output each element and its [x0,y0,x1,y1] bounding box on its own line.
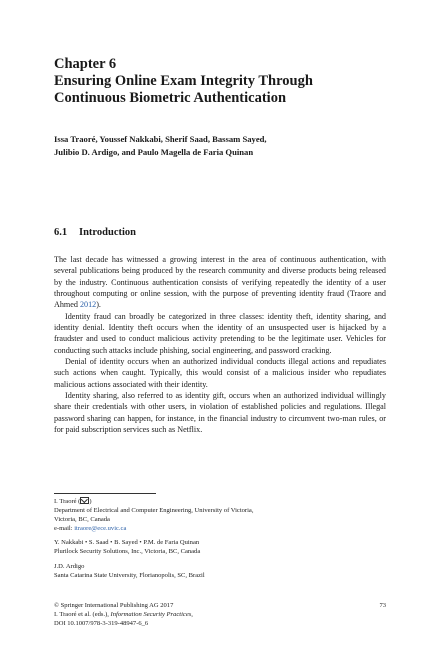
copyright-text: © Springer International Publishing AG 2017 [54,602,174,609]
footnote-coauthors [54,538,386,556]
page-number: 73 [379,602,386,609]
paragraph-1 [54,254,386,311]
ardigo-affiliation: Santa Catarina State University, Florianopolis, SC, Brazil [54,571,205,579]
ardigo-name: J.D. Ardigo [54,562,85,570]
chapter-title-line2: Continuous Biometric Authentication [54,90,287,106]
citation-link[interactable]: 2012 [79,300,97,310]
corresponding-author-end: ) [89,498,92,505]
email-link[interactable]: itraore@ece.uvic.ca [74,525,127,533]
paragraph-3: Denial of identity occurs when an authorized individual conducts illegal actions and repudiates such actions when caught. Typically, this would consist of a malicious insider who repudiates malicious actions associated with their identity. [54,357,386,389]
affiliation-dept: Department of Electrical and Computer Engineering, University of Victoria, [54,507,254,515]
footnotes [54,493,386,585]
section-title: Introduction [79,227,136,238]
chapter-label: Chapter 6 [54,56,117,72]
paragraph-2: Identity fraud can broadly be categorized in three classes: identity theft, identity sharing, and identity denial. Identity theft occurs when the identity of an unsuspected user is hijacked by a fraudster and used to conduct malicious activity pretending to be the legitimate user. Vehicles for conducting such attacks include phishing, social engineering, and password cracking. [54,311,386,355]
email-label: e-mail: [54,525,75,533]
section-heading [54,226,386,239]
page-footer [54,601,386,628]
section-number: 6.1 [54,227,68,238]
author-line2: Julibio D. Ardigo, and Paulo Magella de Faria Quinan [54,146,254,157]
corresponding-author-line [54,497,386,506]
author-line1: Issa Traoré, Youssef Nakkabi, Sherif Saad, Bassam Sayed, [54,134,267,144]
body-text [54,254,386,436]
coauthor-affiliation: Plurilock Security Solutions, Inc., Victoria, BC, Canada [54,548,201,556]
paragraph-1-text: The last decade has witnessed a growing interest in the area of continuous authentication, with several publications being produced by the research community and diverse products being released by the industry. Continuous authentication consists of verifying repeatedly the identity of a user throughout computing or online session, with the purpose of preventing identity fraud (Traore and Ahmed [54,255,386,310]
paragraph-4: Identity sharing, also referred to as identity gift, occurs when an authorized individual willingly share their credentials with other users, in violation of established policies and regulations. Illegal password sharing can happen, for instance, in the financial industry to circumvent two-man rules, or for paid subscription services such as Netflix. [54,391,386,435]
page-content [54,56,386,436]
affiliation-city: Victoria, BC, Canada [54,516,110,524]
chapter-title [54,73,386,107]
paragraph-1-end: ). [96,300,101,310]
citation-prefix: I. Traoré et al. (eds.), [54,611,111,619]
book-title: Information Security Practices [110,611,192,619]
envelope-icon [80,497,92,505]
citation-suffix: , [191,611,193,619]
doi: DOI 10.1007/978-3-319-48947-6_6 [54,620,149,628]
email-line [54,524,386,533]
footnote-ardigo [54,562,386,580]
footnote-rule [54,493,156,494]
coauthor-names: Y. Nakkabi • S. Saad • B. Sayed • P.M. de Faria Quinan [54,539,200,547]
citation-line [54,610,386,619]
author-list [54,133,386,158]
footnote-corresponding-author [54,497,386,533]
footer-row [54,601,386,610]
chapter-title-line1: Ensuring Online Exam Integrity Through [54,73,313,89]
corresponding-author-name: I. Traoré ( [54,498,81,505]
